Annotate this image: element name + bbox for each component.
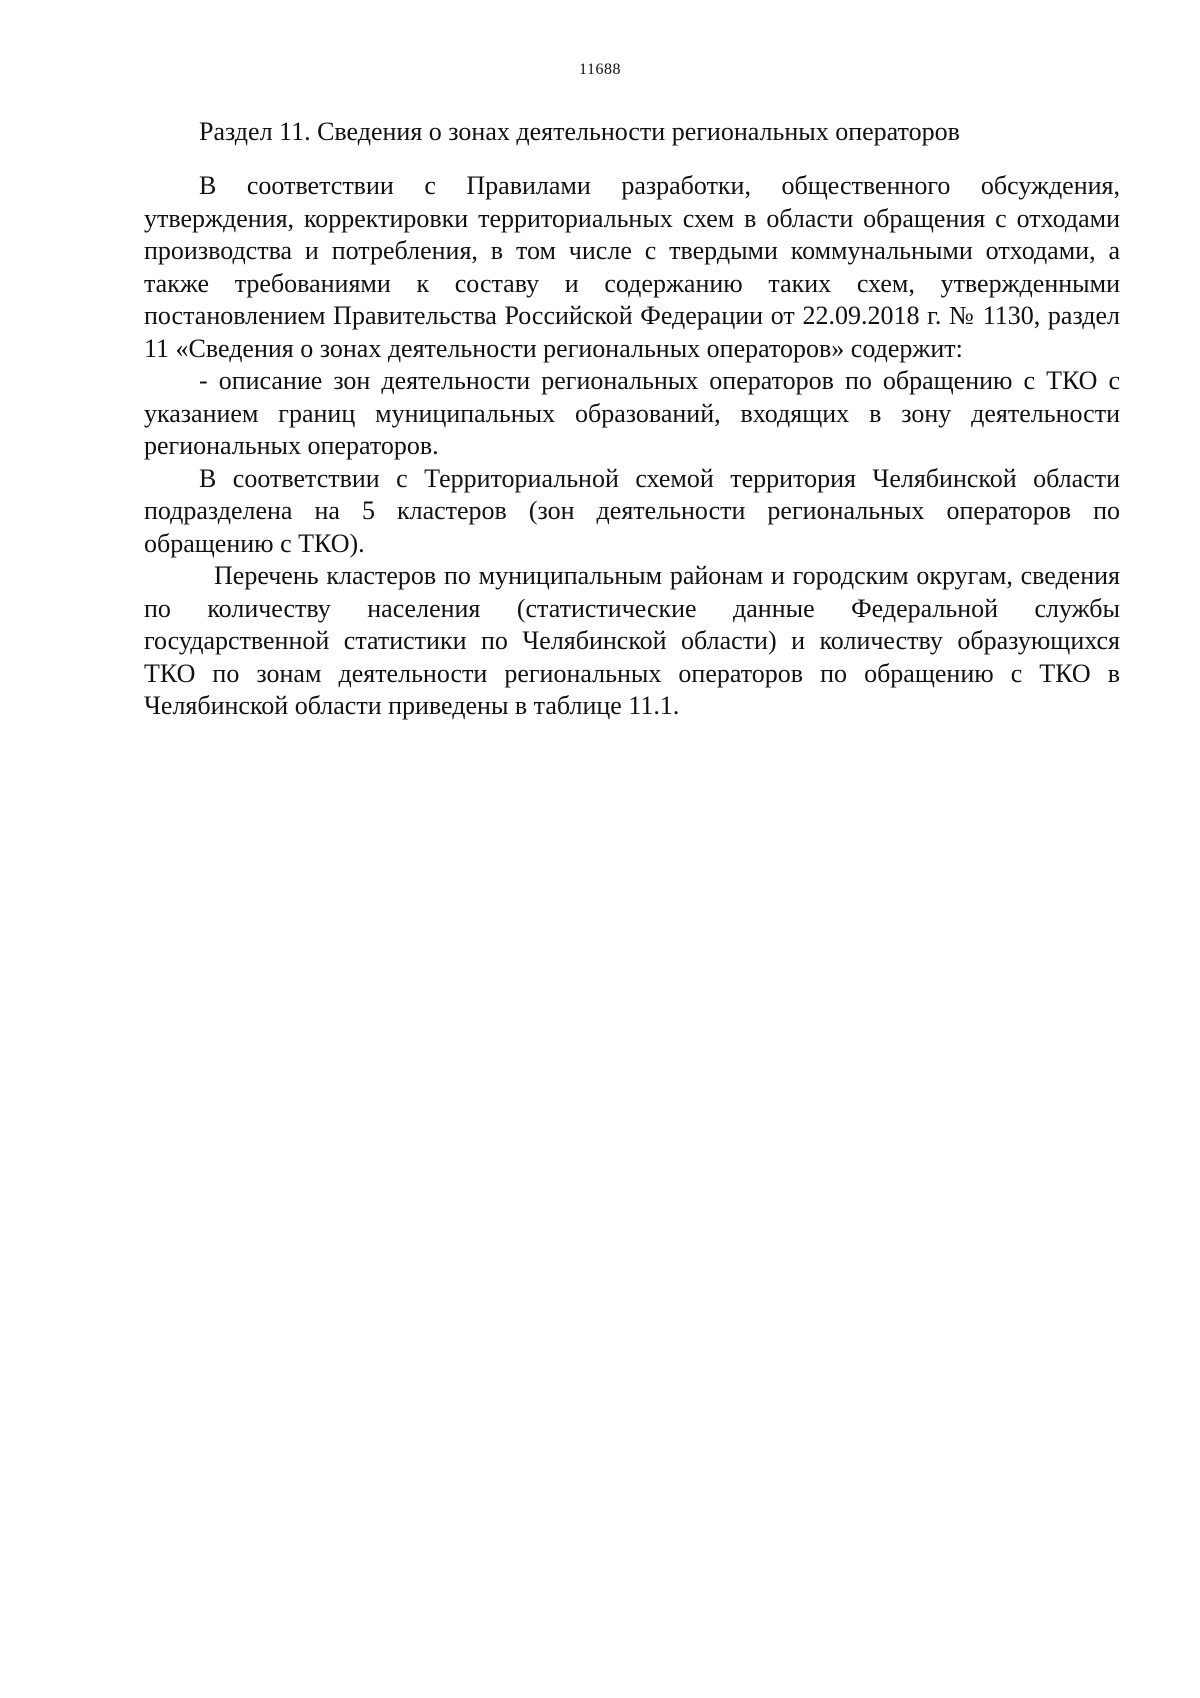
paragraph-list-item: - описание зон деятельности региональных операторов по обращению с ТКО с указанием границ муниципальных образований, входящих в зону деятельности региональных операторов. [144,366,1120,460]
document-body [144,116,1120,723]
paragraph-clusters: В соответствии с Территориальной схемой территория Челябинской области подразделена на 5 кластеров (зон деятельности региональных операторов по обращению с ТКО). [144,463,1120,558]
paragraph-table-reference: Перечень кластеров по муниципальным районам и городским округам, сведения по количеству населения (статистические данные Федеральной службы государственной статистики по Челябинской области) и количеству образующихся ТКО по зонам деятельности региональных операторов по обращению с ТКО в Челябинской области приведены в таблице 11.1. [144,561,1120,720]
section-title: Раздел 11. Сведения о зонах деятельности региональных операторов [199,117,960,146]
page-number: 11688 [579,61,621,78]
paragraph-legal-basis: В соответствии с Правилами разработки, общественного обсуждения, утверждения, корректировки территориальных схем в области обращения с отходами производства и потребления, в том числе с твердыми коммунальными отходами, а также требованиями к составу и содержанию таких схем, утвержденными постановлением Правительства Российской Федерации от 22.09.2018 г. № 1130, раздел 11 «Сведения о зонах деятельности региональных операторов» содержит: [144,171,1120,363]
